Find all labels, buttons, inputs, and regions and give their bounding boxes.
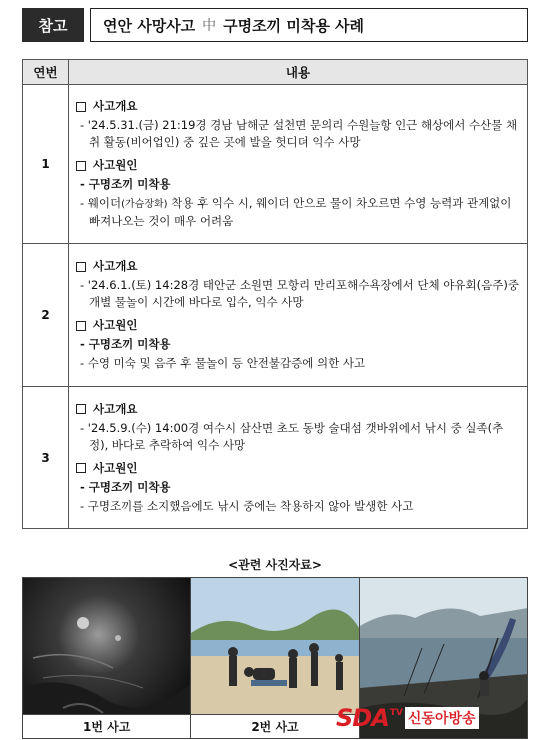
broadcaster-logo — [336, 705, 526, 731]
cause-title: - 구명조끼 미착용 — [80, 479, 171, 494]
row-content — [69, 387, 528, 529]
checkbox-square-icon — [76, 463, 86, 473]
logo-name: 신동아방송 — [405, 707, 479, 729]
logo-tv: TV — [389, 708, 403, 718]
cause-heading: 사고원인 — [76, 460, 519, 477]
accident-cases-table — [22, 59, 528, 529]
cause-text: - 수영 미숙 및 음주 후 물놀이 등 안전불감증에 의한 사고 — [80, 356, 366, 370]
photo-caption-2: 2번 사고 — [191, 714, 358, 738]
column-header-number: 연번 — [23, 60, 69, 85]
checkbox-square-icon — [76, 102, 86, 112]
photos-section-title: <관련 사진자료> — [228, 558, 322, 572]
title-right: 구명조끼 미착용 사례 — [223, 16, 365, 35]
document-title — [90, 8, 528, 42]
row-number: 2 — [23, 244, 69, 387]
checkbox-square-icon — [76, 262, 86, 272]
title-separator: 中 — [202, 18, 217, 34]
photo-caption-1: 1번 사고 — [23, 714, 190, 738]
row-number: 3 — [23, 387, 69, 529]
cause-text: - 웨이더(가슴장화) 착용 후 익수 시, 웨이더 안으로 물이 차오르면 수영 능력과 관계없이 빠져나오는 것이 매우 어려움 — [80, 196, 512, 228]
cause-heading: 사고원인 — [76, 157, 519, 174]
cause-title: - 구명조끼 미착용 — [80, 177, 171, 191]
cause-heading: 사고원인 — [76, 317, 519, 334]
checkbox-square-icon — [76, 161, 86, 171]
cause-title: - 구명조끼 미착용 — [80, 337, 171, 351]
row-content — [69, 85, 528, 244]
cause-text: - 구명조끼를 소지했음에도 낚시 중에는 착용하지 않아 발생한 사고 — [80, 498, 414, 513]
photo-accident-2 — [191, 578, 359, 738]
overview-heading: 사고개요 — [76, 98, 519, 115]
row-number: 1 — [23, 85, 69, 244]
column-header-content: 내용 — [69, 60, 528, 85]
checkbox-square-icon — [76, 321, 86, 331]
title-left: 연안 사망사고 — [103, 16, 196, 35]
photo-accident-1 — [23, 578, 191, 738]
checkbox-square-icon — [76, 404, 86, 414]
table-header-row — [23, 60, 528, 85]
overview-text: - '24.5.31.(금) 21:19경 경남 남해군 설천면 문의리 수원늘항 인근 해상에서 수산물 채취 활동(비어업인) 중 깊은 곳에 발을 헛디뎌 익수 사망 — [80, 118, 518, 149]
document-header — [22, 8, 528, 42]
table-row — [23, 244, 528, 387]
logo-brand: SDA — [336, 704, 389, 732]
table-row — [23, 85, 528, 244]
overview-heading: 사고개요 — [76, 258, 519, 275]
row-content — [69, 244, 528, 387]
overview-text: - '24.5.9.(수) 14:00경 여수시 삼산면 초도 동방 술대섬 갯바위에서 낚시 중 실족(추정), 바다로 추락하여 익수 사망 — [80, 420, 504, 452]
overview-heading: 사고개요 — [76, 401, 519, 418]
reference-tag: 참고 — [22, 8, 84, 42]
table-row — [23, 387, 528, 529]
overview-text: - '24.6.1.(토) 14:28경 태안군 소원면 모항리 만리포해수욕장에서 단체 야유회(음주)중 개별 물놀이 시간에 바다로 입수, 익수 사망 — [80, 278, 519, 309]
